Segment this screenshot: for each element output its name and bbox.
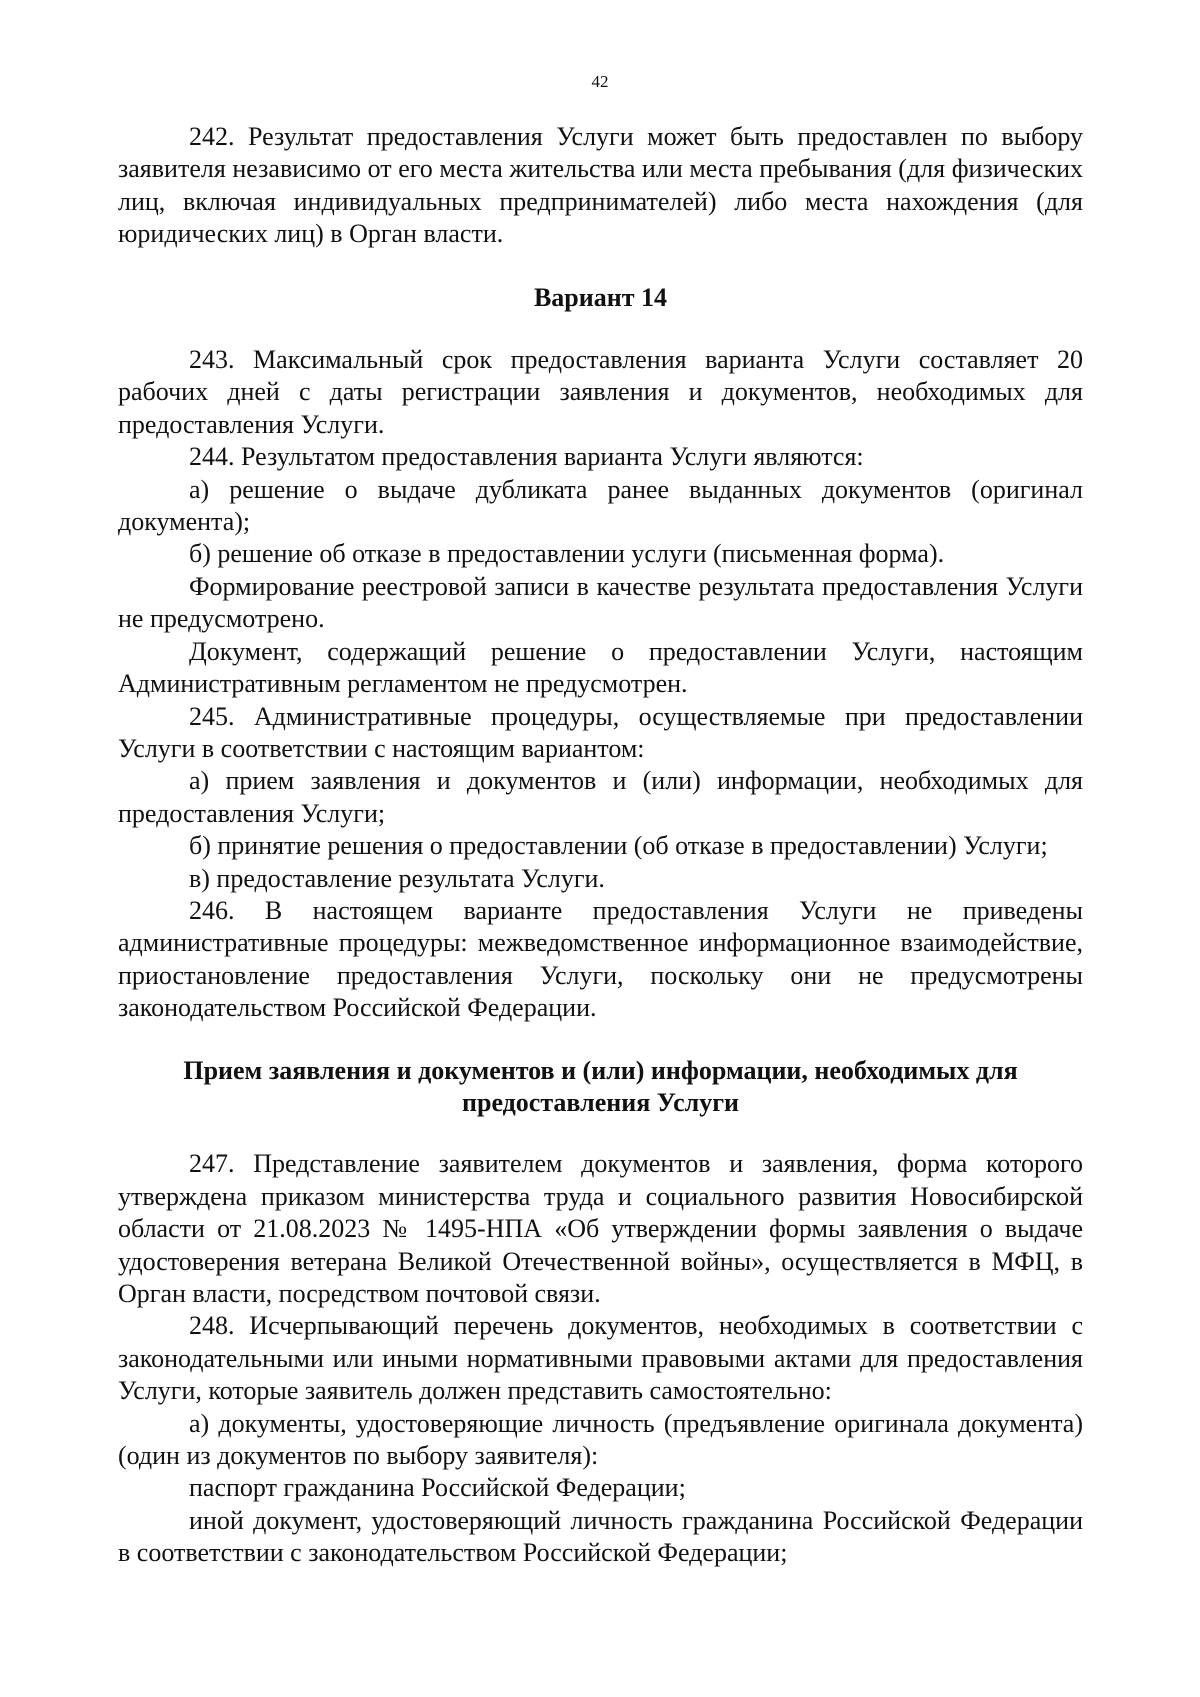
paragraph-248: 248. Исчерпывающий перечень документов, необходимых в соответствии с законодательными или иными нормативными правовыми актами для предоставления Услуги, которые заявитель должен представить самостоятельно: xyxy=(118,1311,1083,1406)
paragraph-246: 246. В настоящем варианте предоставления Услуги не приведены административные процедуры: межведомственное информационное взаимодействие, приостановление предоставления Услуги, поскольку они не предусмотрены законодательством Российской Федерации. xyxy=(118,895,1083,1023)
list-item-245-a: а) прием заявления и документов и (или) информации, необходимых для предоставления Услуги; xyxy=(118,766,1083,828)
list-item-244-a: а) решение о выдаче дубликата ранее выданных документов (оригинал документа); xyxy=(118,474,1083,537)
list-item-other-id: иной документ, удостоверяющий личность гражданина Российской Федерации в соответствии с законодательством Российской Федерации; xyxy=(118,1505,1083,1568)
list-item-245-b: б) принятие решения о предоставлении (об отказе в предоставлении) Услуги; xyxy=(189,831,1048,861)
reception-section xyxy=(118,1148,1083,1569)
paragraph-244: 244. Результатом предоставления варианта Услуги являются: xyxy=(189,442,864,472)
paragraph-registry-record: Формирование реестровой записи в качестве результата предоставления Услуги не предусмотрено. xyxy=(118,571,1083,634)
paragraph-243: 243. Максимальный срок предоставления варианта Услуги составляет 20 рабочих дней с даты регистрации заявления и документов, необходимых для предоставления Услуги. xyxy=(118,345,1083,439)
document-body xyxy=(118,121,1083,1570)
variant-14-section xyxy=(118,344,1083,1025)
heading-variant-14: Вариант 14 xyxy=(533,282,668,312)
paragraph-247: 247. Представление заявителем документов и заявления, форма которого утверждена приказом министерства труда и социального развития Новосибирской области от 21.08.2023 № 1495-НПА «Об утверждении формы заявления о выдаче удостоверения ветерана Великой Отечественной войны», осуществляется в МФЦ, в Орган власти, посредством почтовой связи. xyxy=(118,1149,1083,1308)
page-number: 42 xyxy=(591,72,609,91)
section-heading xyxy=(118,1055,1083,1120)
section-heading-line-2: предоставления Услуги xyxy=(462,1087,739,1117)
list-item-passport: паспорт гражданина Российской Федерации; xyxy=(189,1473,686,1503)
list-item-244-b: б) решение об отказе в предоставлении услуги (письменная форма). xyxy=(189,539,945,569)
paragraph-decision-document: Документ, содержащий решение о предоставлении Услуги, настоящим Административным регламентом не предусмотрен. xyxy=(118,636,1083,699)
list-item-248-a: а) документы, удостоверяющие личность (предъявление оригинала документа) (один из документов по выбору заявителя): xyxy=(118,1408,1083,1471)
list-item-245-v: в) предоставление результата Услуги. xyxy=(189,863,605,893)
paragraph-242: 242. Результат предоставления Услуги может быть предоставлен по выбору заявителя независимо от его места жительства или места пребывания (для физических лиц, включая индивидуальных предпринимателей) либо места нахождения (для юридических лиц) в Орган власти. xyxy=(118,122,1083,249)
section-heading-line-1: Прием заявления и документов и (или) информации, необходимых для xyxy=(183,1055,1018,1085)
paragraph-245: 245. Административные процедуры, осуществляемые при предоставлении Услуги в соответствии с настоящим вариантом: xyxy=(118,701,1083,763)
